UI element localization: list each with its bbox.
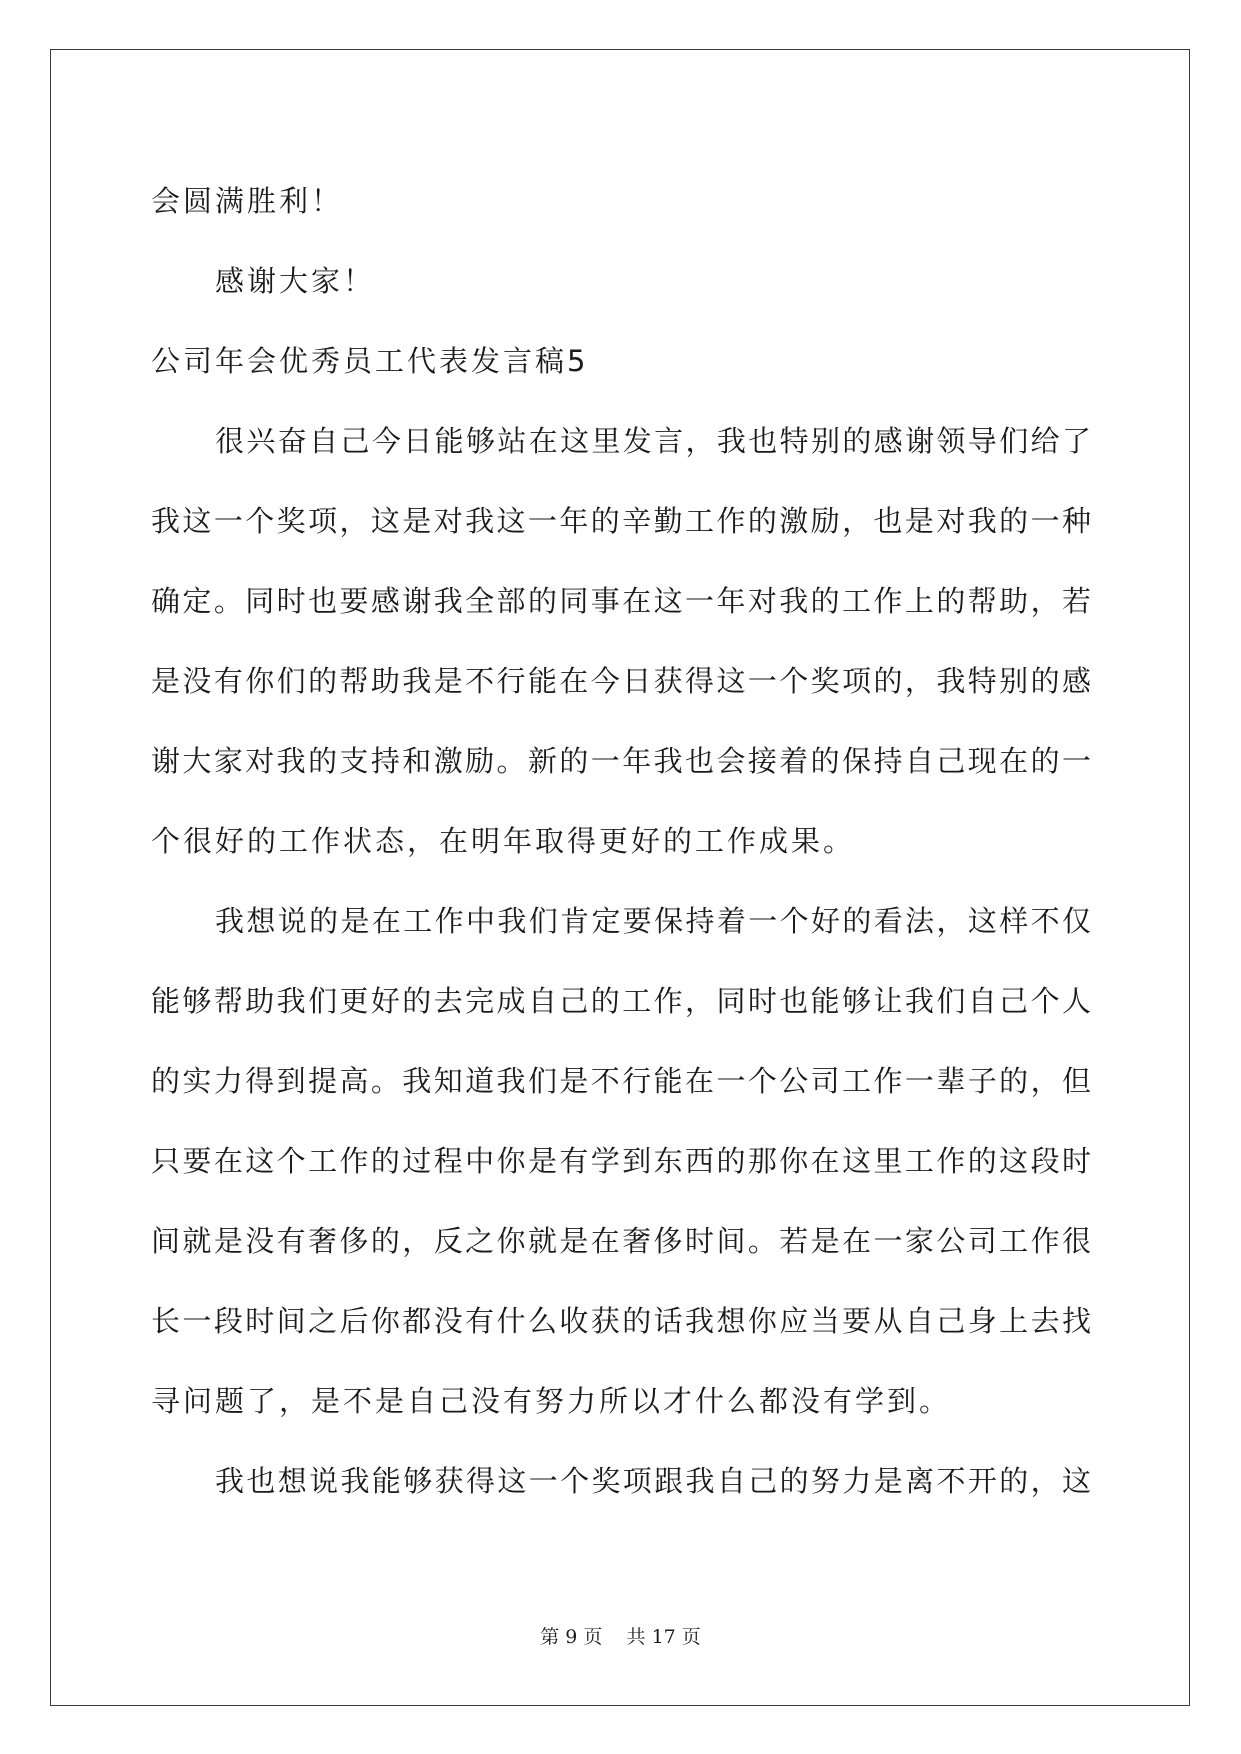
text-line: 长一段时间之后你都没有什么收获的话我想你应当要从自己身上去找 [151,1304,1091,1338]
text-line: 确定。同时也要感谢我全部的同事在这一年对我的工作上的帮助，若 [151,584,1091,618]
text-line: 间就是没有奢侈的，反之你就是在奢侈时间。若是在一家公司工作很 [151,1224,1091,1258]
text-line: 我这一个奖项，这是对我这一年的辛勤工作的激励，也是对我的一种 [151,504,1091,538]
document-body [151,161,1091,1521]
text-line: 我也想说我能够获得这一个奖项跟我自己的努力是离不开的，这 [215,1464,1091,1498]
page-number: 第 9 页 共 17 页 [540,1626,701,1648]
text-line: 个很好的工作状态，在明年取得更好的工作成果。 [151,824,856,858]
text-line: 很兴奋自己今日能够站在这里发言，我也特别的感谢领导们给了 [215,424,1091,458]
text-line: 会圆满胜利！ [151,184,344,218]
text-line: 的实力得到提高。我知道我们是不行能在一个公司工作一辈子的，但 [151,1064,1091,1098]
text-line: 寻问题了，是不是自己没有努力所以才什么都没有学到。 [151,1384,952,1418]
section-heading: 公司年会优秀员工代表发言稿5 [151,344,589,378]
text-line: 只要在这个工作的过程中你是有学到东西的那你在这里工作的这段时 [151,1144,1091,1178]
text-line: 我想说的是在工作中我们肯定要保持着一个好的看法，这样不仅 [215,904,1091,938]
text-line: 感谢大家！ [215,264,376,298]
text-line: 是没有你们的帮助我是不行能在今日获得这一个奖项的，我特别的感 [151,664,1091,698]
text-line: 能够帮助我们更好的去完成自己的工作，同时也能够让我们自己个人 [151,984,1091,1018]
text-line: 谢大家对我的支持和激励。新的一年我也会接着的保持自己现在的一 [151,744,1091,778]
